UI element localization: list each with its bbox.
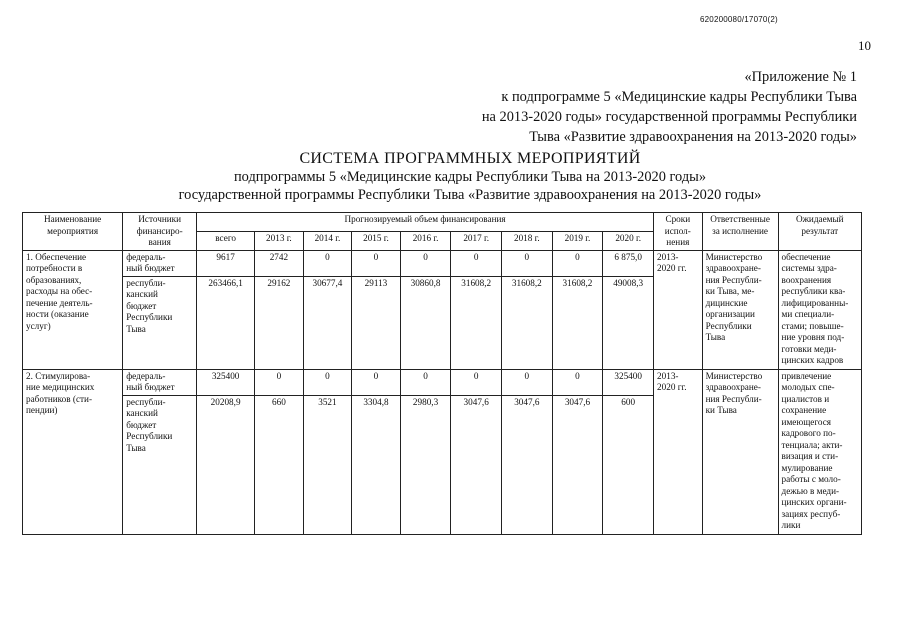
deadline: 2013- 2020 гг. bbox=[654, 250, 703, 369]
appendix-line: «Приложение № 1 bbox=[744, 69, 857, 85]
header-year: 2014 г. bbox=[303, 231, 352, 250]
header-responsible: Ответственные за исполнение bbox=[702, 213, 778, 251]
measure-name: 2. Стимулирова- ние медицинских работников (сти- пендии) bbox=[23, 369, 123, 534]
header-year: 2020 г. bbox=[603, 231, 654, 250]
measure-name: 1. Обеспечение потребности в образованиях, расходы на обес- печение деятель- ности (оказание услуг) bbox=[23, 250, 123, 369]
funding-value: 3304,8 bbox=[352, 395, 401, 534]
funding-value: 0 bbox=[303, 250, 352, 276]
table-row bbox=[23, 369, 862, 395]
title-line: СИСТЕМА ПРОГРАММНЫХ МЕРОПРИЯТИЙ bbox=[299, 150, 641, 167]
funding-value: 0 bbox=[502, 250, 553, 276]
header-deadline: Сроки испол- нения bbox=[654, 213, 703, 251]
funding-value: 0 bbox=[502, 369, 553, 395]
header-year: 2013 г. bbox=[255, 231, 304, 250]
funding-value: 2980,3 bbox=[400, 395, 451, 534]
header-year: 2019 г. bbox=[552, 231, 603, 250]
funding-source: республи- канский бюджет Республики Тыва bbox=[123, 276, 197, 369]
header-result: Ожидаемый результат bbox=[778, 213, 861, 251]
funding-value: 31608,2 bbox=[552, 276, 603, 369]
funding-value: 29162 bbox=[255, 276, 304, 369]
appendix-line: к подпрограмме 5 «Медицинские кадры Республики Тыва bbox=[501, 89, 857, 105]
appendix-line: на 2013-2020 годы» государственной программы Республики bbox=[481, 109, 857, 125]
funding-value: 0 bbox=[451, 250, 502, 276]
funding-value: 3047,6 bbox=[502, 395, 553, 534]
funding-value: 0 bbox=[400, 250, 451, 276]
funding-value: 31608,2 bbox=[502, 276, 553, 369]
funding-value: 325400 bbox=[197, 369, 255, 395]
funding-value: 325400 bbox=[603, 369, 654, 395]
header-name: Наименование мероприятия bbox=[23, 213, 123, 251]
funding-value: 2742 bbox=[255, 250, 304, 276]
funding-value: 49008,3 bbox=[603, 276, 654, 369]
funding-value: 0 bbox=[552, 250, 603, 276]
header-year: 2016 г. bbox=[400, 231, 451, 250]
deadline: 2013- 2020 гг. bbox=[654, 369, 703, 534]
responsible: Министерство здравоохране- ния Республи- ки Тыва, ме- дицинские организации Республики Тыва bbox=[702, 250, 778, 369]
funding-value: 20208,9 bbox=[197, 395, 255, 534]
table-row bbox=[23, 250, 862, 276]
funding-value: 6 875,0 bbox=[603, 250, 654, 276]
expected-result: привлечение молодых спе- циалистов и сохранение имеющегося кадрового по- тенциала; акти- визация и сти- мулирование работы с моло- дежью в меди- цинских органи- зациях респуб- лики bbox=[778, 369, 861, 534]
funding-value: 263466,1 bbox=[197, 276, 255, 369]
appendix-line: Тыва «Развитие здравоохранения на 2013-2020 годы» bbox=[529, 129, 857, 145]
funding-value: 600 bbox=[603, 395, 654, 534]
funding-value: 3521 bbox=[303, 395, 352, 534]
appendix-note bbox=[337, 67, 857, 147]
funding-value: 0 bbox=[451, 369, 502, 395]
measures-table bbox=[22, 212, 862, 535]
document-code: 620200080/17070(2) bbox=[700, 15, 778, 24]
title-line: государственной программы Республики Тыва «Развитие здравоохранения на 2013-2020 годы» bbox=[178, 187, 762, 203]
expected-result: обеспечение системы здра- воохранения республики ква- лифицированны- ми специали- стами; повыше- ние уровня под- готовки меди- цинских кадров bbox=[778, 250, 861, 369]
funding-value: 0 bbox=[400, 369, 451, 395]
responsible: Министерство здравоохране- ния Республи- ки Тыва bbox=[702, 369, 778, 534]
document-title bbox=[150, 150, 790, 204]
funding-source: республи- канский бюджет Республики Тыва bbox=[123, 395, 197, 534]
funding-value: 31608,2 bbox=[451, 276, 502, 369]
page-number: 10 bbox=[858, 38, 871, 53]
header-source: Источники финансиро- вания bbox=[123, 213, 197, 251]
funding-value: 0 bbox=[255, 369, 304, 395]
header-year: 2018 г. bbox=[502, 231, 553, 250]
header-year: 2017 г. bbox=[451, 231, 502, 250]
table-header-row bbox=[23, 213, 862, 232]
header-year: 2015 г. bbox=[352, 231, 401, 250]
funding-value: 0 bbox=[552, 369, 603, 395]
header-total: всего bbox=[197, 231, 255, 250]
title-line: подпрограммы 5 «Медицинские кадры Республики Тыва на 2013-2020 годы» bbox=[233, 169, 707, 185]
funding-value: 3047,6 bbox=[451, 395, 502, 534]
funding-value: 29113 bbox=[352, 276, 401, 369]
funding-value: 30860,8 bbox=[400, 276, 451, 369]
funding-value: 3047,6 bbox=[552, 395, 603, 534]
funding-source: федераль- ный бюджет bbox=[123, 369, 197, 395]
header-funding-group: Прогнозируемый объем финансирования bbox=[197, 213, 654, 232]
funding-value: 0 bbox=[352, 250, 401, 276]
funding-value: 0 bbox=[303, 369, 352, 395]
funding-source: федераль- ный бюджет bbox=[123, 250, 197, 276]
funding-value: 9617 bbox=[197, 250, 255, 276]
funding-value: 30677,4 bbox=[303, 276, 352, 369]
funding-value: 0 bbox=[352, 369, 401, 395]
funding-value: 660 bbox=[255, 395, 304, 534]
